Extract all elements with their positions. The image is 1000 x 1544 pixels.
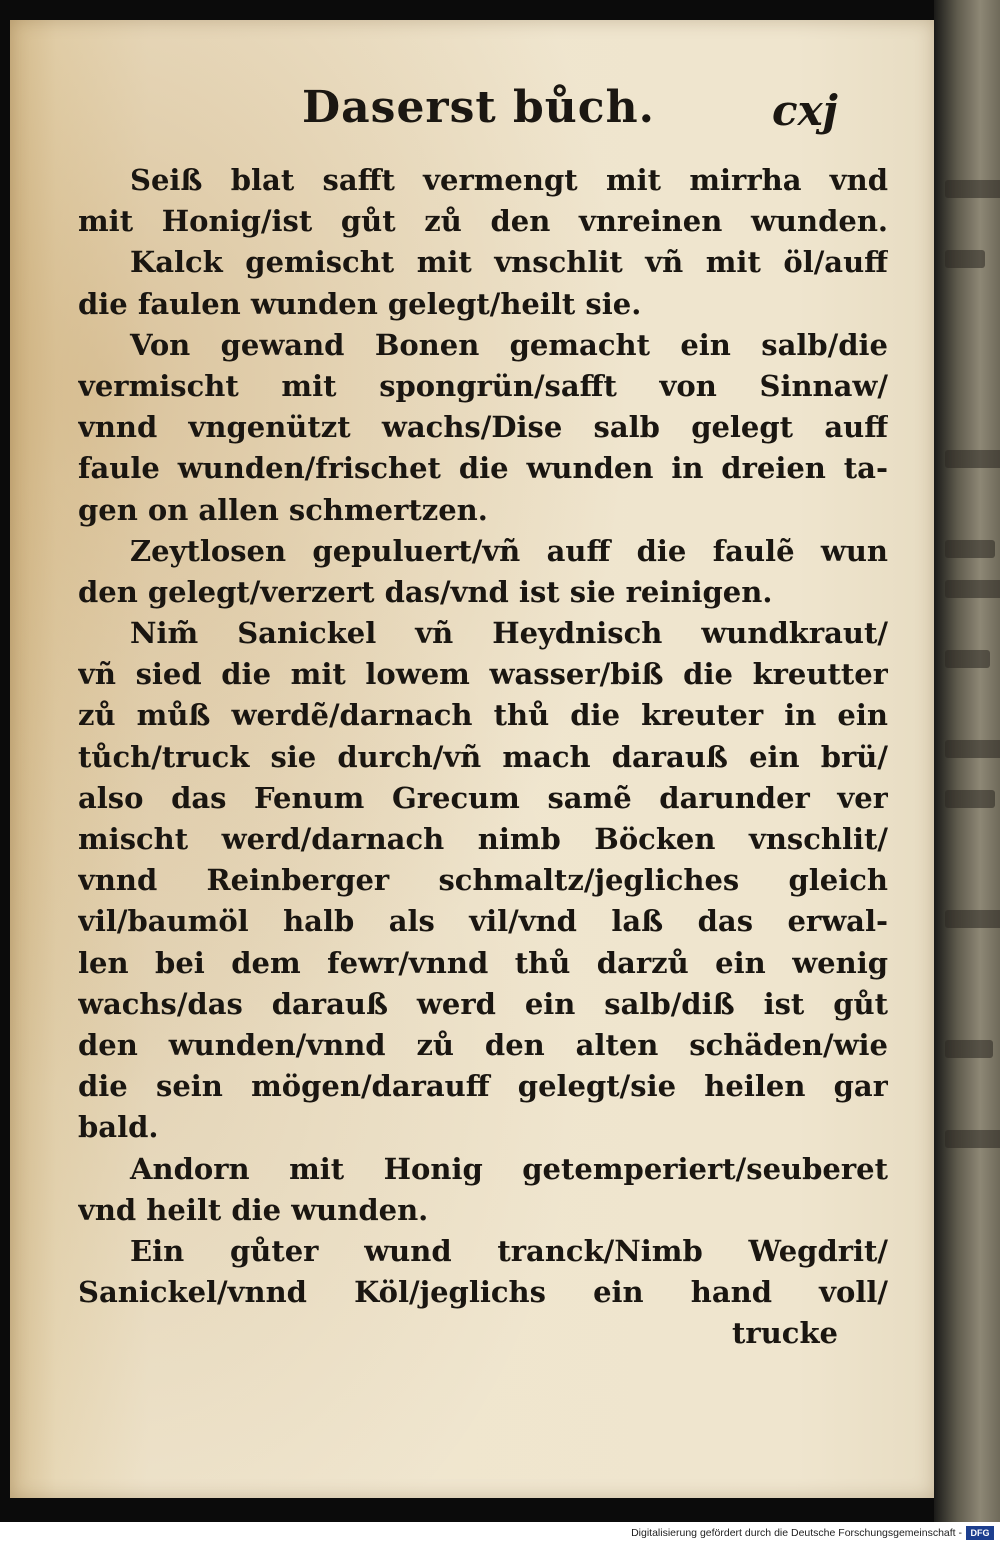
adjacent-page-mark (945, 450, 1000, 468)
text-line: Ein gůter wund tranck/Nimb Wegdrit/ (130, 1233, 888, 1268)
adjacent-page-mark (945, 910, 1000, 928)
text-line: Kalck gemischt mit vnschlit vñ mit öl/auff (130, 245, 888, 280)
text-line: mit Honig/ist gůt zů den vnreinen wunden. (78, 204, 888, 239)
text-line: Sanickel/vnnd Köl/jeglichs ein hand voll/ (78, 1275, 888, 1310)
text-line: vermischt mit spongrün/safft von Sinnaw/ (78, 368, 888, 403)
dfg-logo: DFG (966, 1526, 994, 1540)
text-line: Zeytlosen gepuluert/vñ auff die faulẽ wun (130, 533, 888, 568)
text-line: len bei dem fewr/vnnd thů darzů ein wenig (78, 945, 888, 980)
adjacent-page-mark (945, 650, 990, 668)
text-line: den gelegt/verzert das/vnd ist sie reinigen. (78, 574, 773, 609)
folio-number: cxj (772, 86, 838, 135)
text-line: vnnd vngenützt wachs/Dise salb gelegt auff (78, 410, 888, 445)
text-line: vil/baumöl halb als vil/vnd laß das erwal- (78, 904, 888, 939)
adjacent-page-mark (945, 790, 995, 808)
text-line: zů můß werdẽ/darnach thů die kreuter in ein (78, 698, 888, 733)
text-line: Nim̃ Sanickel vñ Heydnisch wundkraut/ (130, 616, 888, 651)
text-line: die faulen wunden gelegt/heilt sie. (78, 286, 642, 321)
text-line: tůch/truck sie durch/vñ mach darauß ein brü/ (78, 739, 888, 774)
page-title: Daserst bůch. (302, 82, 655, 133)
adjacent-page-mark (945, 180, 1000, 198)
adjacent-page-mark (945, 580, 1000, 598)
text-line: also das Fenum Grecum samẽ darunder ver (78, 780, 888, 815)
text-line: den wunden/vnnd zů den alten schäden/wie (78, 1027, 888, 1062)
footer-bar (0, 1522, 1000, 1544)
text-line: bald. (78, 1110, 159, 1145)
text-line: faule wunden/frischet die wunden in dreien ta- (78, 451, 888, 486)
body-text (78, 160, 888, 1354)
text-line: Seiß blat safft vermengt mit mirrha vnd (130, 163, 888, 197)
adjacent-page-mark (945, 250, 985, 268)
text-line: wachs/das darauß werd ein salb/diß ist gůt (78, 986, 888, 1021)
running-header (10, 82, 934, 162)
text-line: Von gewand Bonen gemacht ein salb/die (130, 327, 888, 362)
text-line: vñ sied die mit lowem wasser/biß die kreutter (78, 657, 888, 692)
adjacent-page-edge (934, 0, 1000, 1522)
adjacent-page-mark (945, 1040, 993, 1058)
text-line: vnnd Reinberger schmaltz/jegliches gleich (78, 863, 888, 898)
text-line: vnd heilt die wunden. (78, 1192, 429, 1227)
adjacent-page-mark (945, 740, 1000, 758)
adjacent-page-mark (945, 1130, 1000, 1148)
adjacent-page-mark (945, 540, 995, 558)
text-line: Andorn mit Honig getemperiert/seuberet (130, 1151, 888, 1186)
book-page (10, 20, 934, 1498)
funding-credit: Digitalisierung gefördert durch die Deutsche Forschungsgemeinschaft - (631, 1527, 962, 1539)
catchword: trucke (732, 1316, 838, 1351)
text-line: gen on allen schmertzen. (78, 492, 488, 527)
text-line: die sein mögen/darauff gelegt/sie heilen gar (78, 1069, 888, 1104)
text-line: mischt werd/darnach nimb Böcken vnschlit/ (78, 822, 888, 856)
